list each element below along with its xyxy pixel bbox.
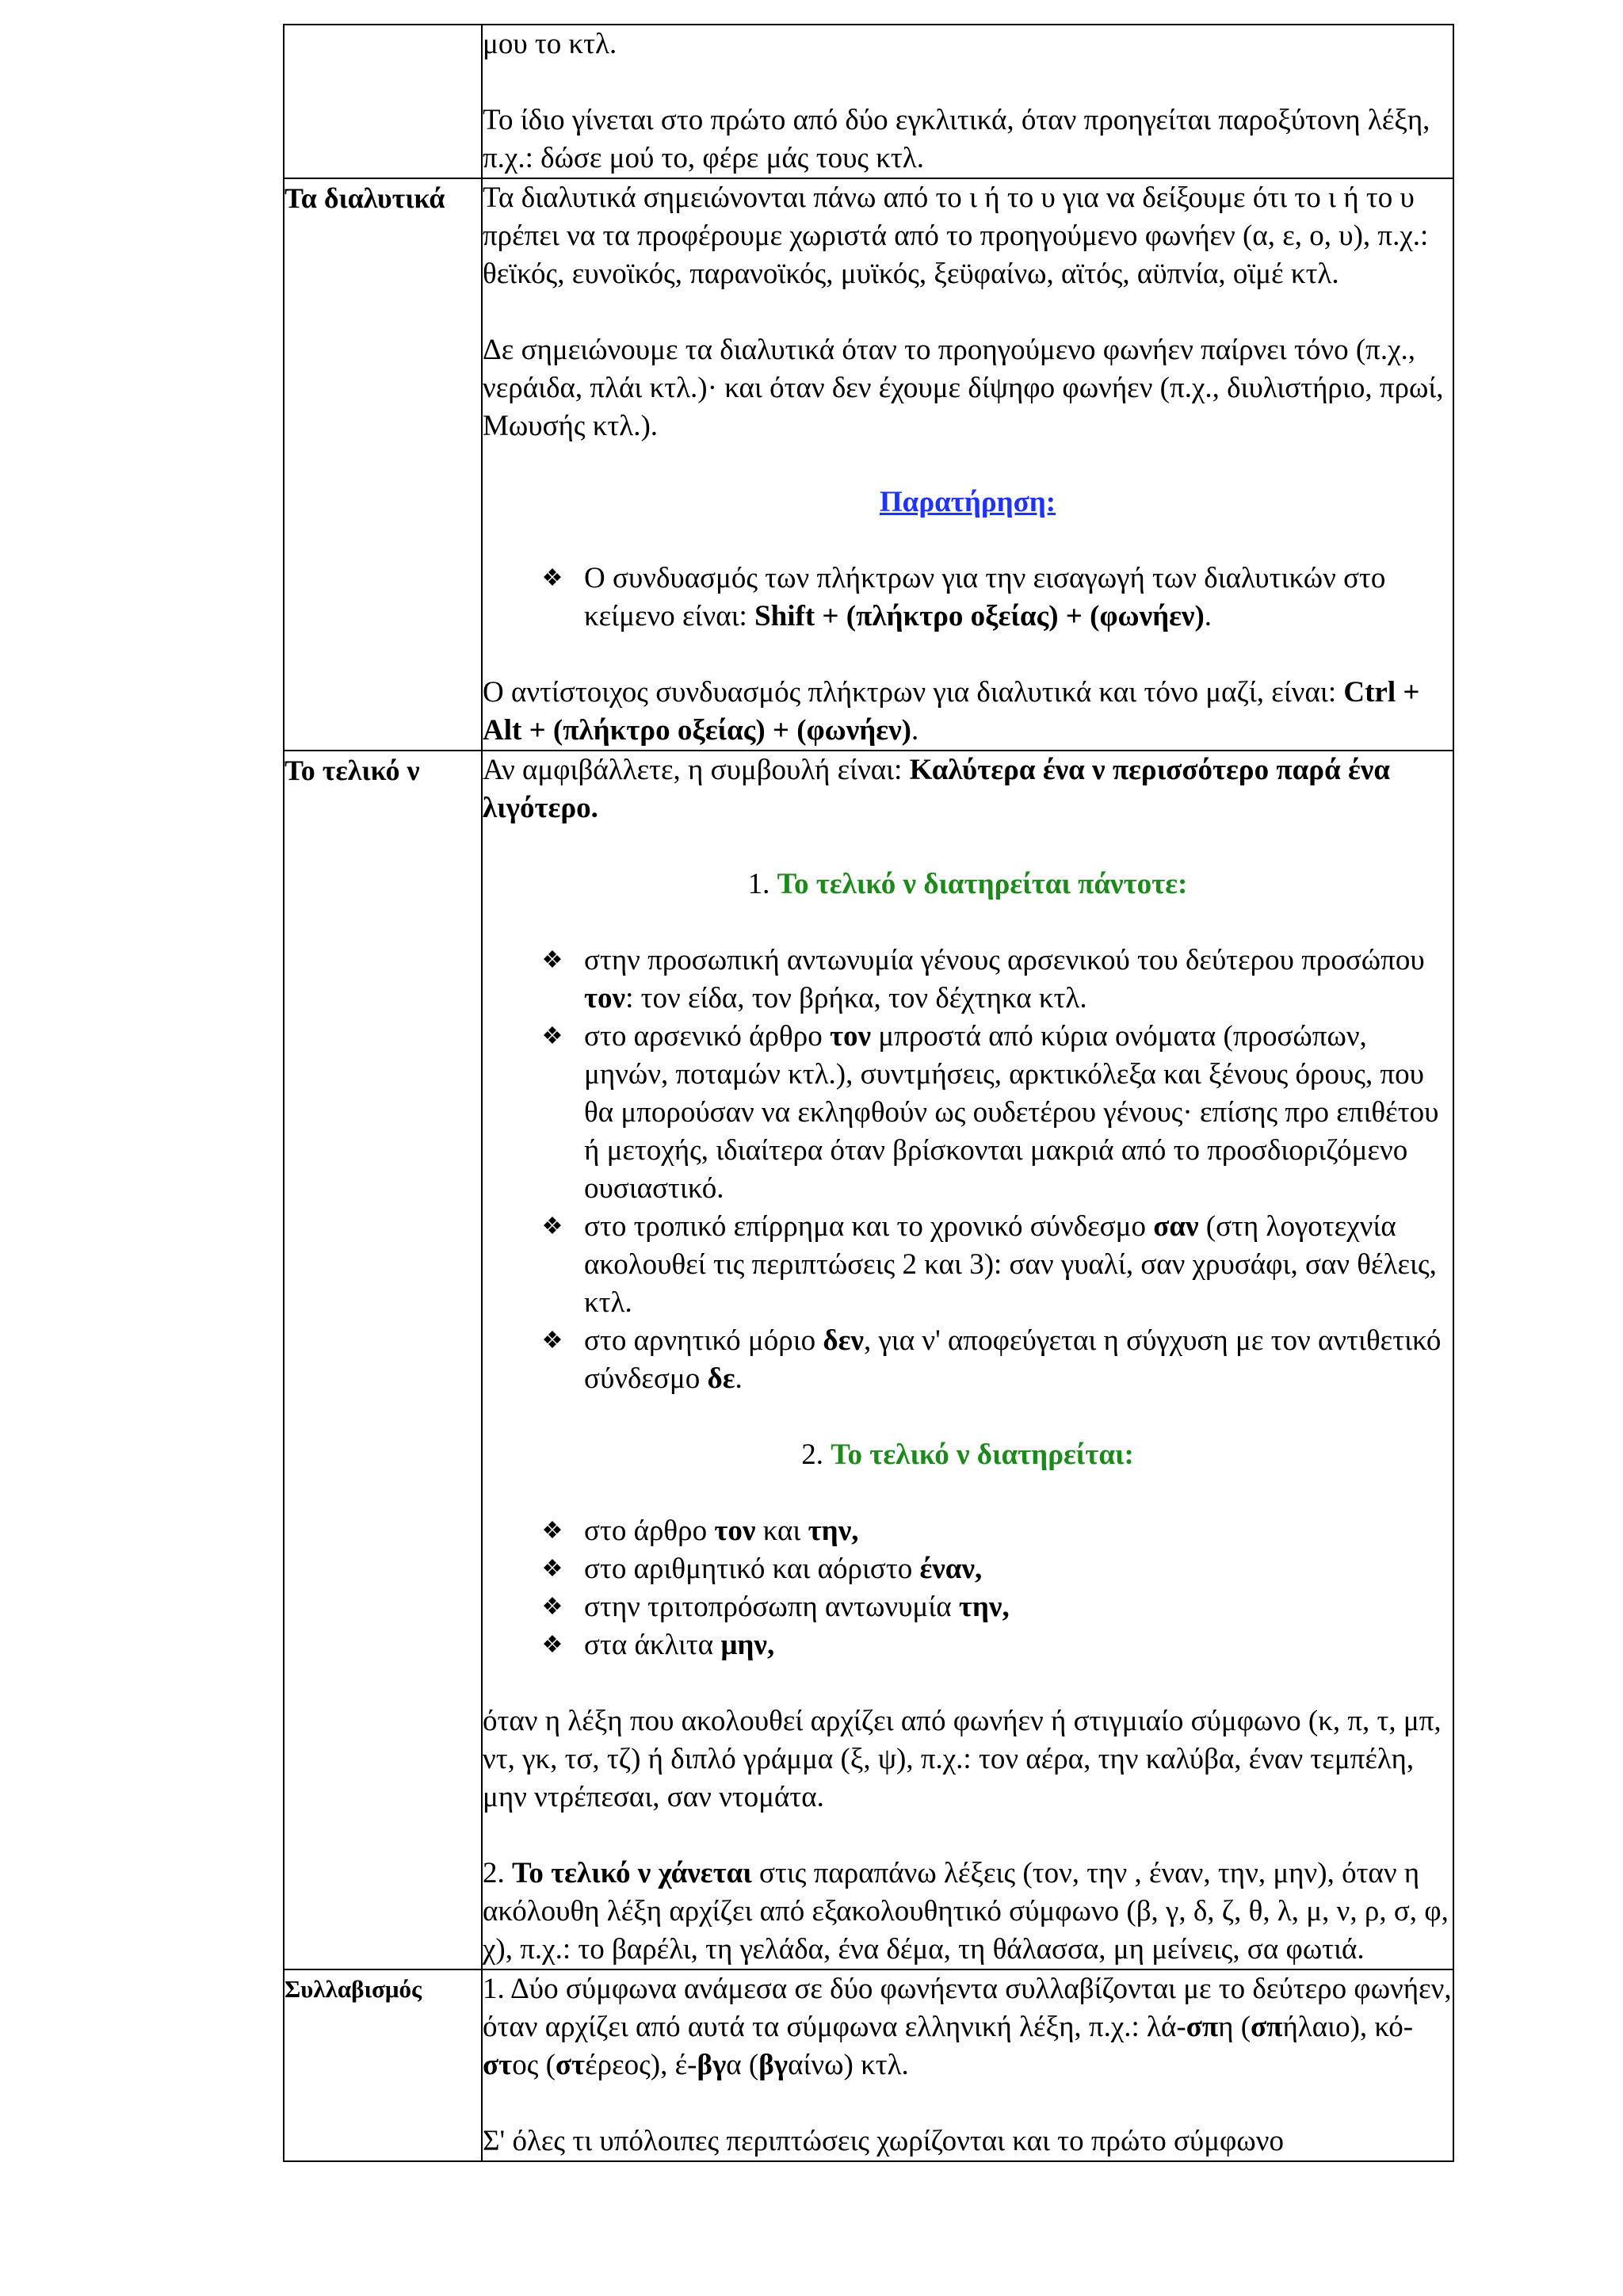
list-item: ❖ στο αριθμητικό και αόριστο έναν, [483,1550,1453,1588]
list-item: ❖ στα άκλιτα μην, [483,1626,1453,1664]
row-content [482,751,1453,1969]
table-row [284,25,1453,178]
list-item: ❖ στο αρσενικό άρθρο τον μπροστά από κύρια ονόματα (προσώπων, μηνών, ποταμών κτλ.), συντμήσεις, αρκτικόλεξα και ξένους όρους, που θα μπορούσαν να εκληφθούν ως ουδετέρου γένους· επίσης προ επιθέτου ή μετοχής, ιδιαίτερα όταν βρίσκονται μακριά από το προσδιοριζόμενο ουσιαστικό. [483,1018,1453,1208]
diamond-bullet-icon: ❖ [541,1556,563,1582]
row-label-syllavismos: Συλλαβισμός [284,1969,482,2161]
list-item: ❖ στο τροπικό επίρρημα και το χρονικό σύνδεσμο σαν (στη λογοτεχνία ακολουθεί τις περιπτώσεις 2 και 3): σαν γυαλί, σαν χρυσάφι, σαν θέλεις, κτλ. [483,1208,1453,1322]
table-row [284,751,1453,1969]
row-label [284,25,482,178]
row-content [482,1969,1453,2161]
diamond-bullet-icon: ❖ [541,1594,563,1620]
paragraph: όταν η λέξη που ακολουθεί αρχίζει από φωνήεν ή στιγμιαίο σύμφωνο (κ, π, τ, μπ, ντ, γκ, τσ, τζ) ή διπλό γράμμα (ξ, ψ), π.χ.: τον αέρα, την καλύβα, έναν τεμπέλη, μην ντρέπεσαι, σαν ντομάτα. [483,1705,1442,1813]
diamond-bullet-icon: ❖ [541,1213,563,1240]
document-table [283,24,1454,2162]
section-heading: 2. Το τελικό ν διατηρείται: [801,1438,1134,1471]
diamond-bullet-icon: ❖ [541,1632,563,1658]
list-item: ❖ στο αρνητικό μόριο δεν, για ν' αποφεύγεται η σύγχυση με τον αντιθετικό σύνδεσμο δε. [483,1322,1453,1398]
paragraph: μου το κτλ. [483,28,617,60]
diamond-bullet-icon: ❖ [541,565,563,591]
section-heading: 1. Το τελικό ν διατηρείται πάντοτε: [747,868,1188,900]
row-content [482,25,1453,178]
diamond-bullet-icon: ❖ [541,1328,563,1354]
list-item: ❖ στην τριτοπρόσωπη αντωνυμία την, [483,1588,1453,1626]
paragraph: 1. Δύο σύμφωνα ανάμεσα σε δύο φωνήεντα συλλαβίζονται με το δεύτερο φωνήεν, όταν αρχίζει από αυτά τα σύμφωνα ελληνική λέξη, π.χ.: λά-σπη (σπήλαιο), κό-στος (στέρεος), έ-βγα (βγαίνω) κτλ. [483,1973,1452,2081]
list-item: ❖ στην προσωπική αντωνυμία γένους αρσενικού του δεύτερου προσώπου τον: τον είδα, τον βρήκα, τον δέχτηκα κτλ. [483,942,1453,1018]
table-row [284,178,1453,751]
row-content [482,178,1453,751]
diamond-bullet-icon: ❖ [541,1518,563,1544]
list-item: ❖ στο άρθρο τον και την, [483,1512,1453,1550]
paragraph: Σ' όλες τι υπόλοιπες περιπτώσεις χωρίζονται και το πρώτο σύμφωνο [483,2125,1284,2157]
paragraph: Το ίδιο γίνεται στο πρώτο από δύο εγκλιτικά, όταν προηγείται παροξύτονη λέξη, π.χ.: δώσε μού το, φέρε μάς τους κτλ. [483,104,1430,174]
paragraph: Τα διαλυτικά σημειώνονται πάνω από το ι ή το υ για να δείξουμε ότι το ι ή το υ πρέπει να τα προφέρουμε χωριστά από το προηγούμενο φωνήεν (α, ε, ο, υ), π.χ.: θεϊκός, ευνοϊκός, παρανοϊκός, μυϊκός, ξεϋφαίνω, αϊτός, αϋπνία, οϊμέ κτλ. [483,181,1429,290]
note-title [483,483,1453,521]
diamond-bullet-icon: ❖ [541,947,563,973]
paragraph: 2. Το τελικό ν χάνεται στις παραπάνω λέξεις (τον, την , έναν, την, μην), όταν η ακόλουθη λέξη αρχίζει από εξακολουθητικό σύμφωνο (β, γ, δ, ζ, θ, λ, μ, ν, ρ, σ, φ, χ), π.χ.: το βαρέλι, τη γελάδα, ένα δέμα, τη θάλασσα, μη μείνεις, σα φωτιά. [483,1857,1449,1966]
table-row [284,1969,1453,2161]
row-label-teliko-n: Το τελικό ν [284,751,482,1969]
note-title-text: Παρατήρηση: [879,486,1056,518]
list-item: ❖ Ο συνδυασμός των πλήκτρων για την εισαγωγή των διαλυτικών στο κείμενο είναι: Shift + (πλήκτρο οξείας) + (φωνήεν). [483,560,1453,636]
diamond-bullet-icon: ❖ [541,1023,563,1049]
paragraph: Αν αμφιβάλλετε, η συμβουλή είναι: Καλύτερα ένα ν περισσότερο παρά ένα λιγότερο. [483,754,1390,824]
paragraph: Ο αντίστοιχος συνδυασμός πλήκτρων για διαλυτικά και τόνο μαζί, είναι: Ctrl + Alt + (πλήκτρο οξείας) + (φωνήεν). [483,676,1420,747]
row-label-dialytika: Τα διαλυτικά [284,178,482,751]
paragraph: Δε σημειώνουμε τα διαλυτικά όταν το προηγούμενο φωνήεν παίρνει τόνο (π.χ., νεράιδα, πλάι κτλ.)· και όταν δεν έχουμε δίψηφο φωνήεν (π.χ., διυλιστήριο, πρωί, Μωυσής κτλ.). [483,334,1444,442]
